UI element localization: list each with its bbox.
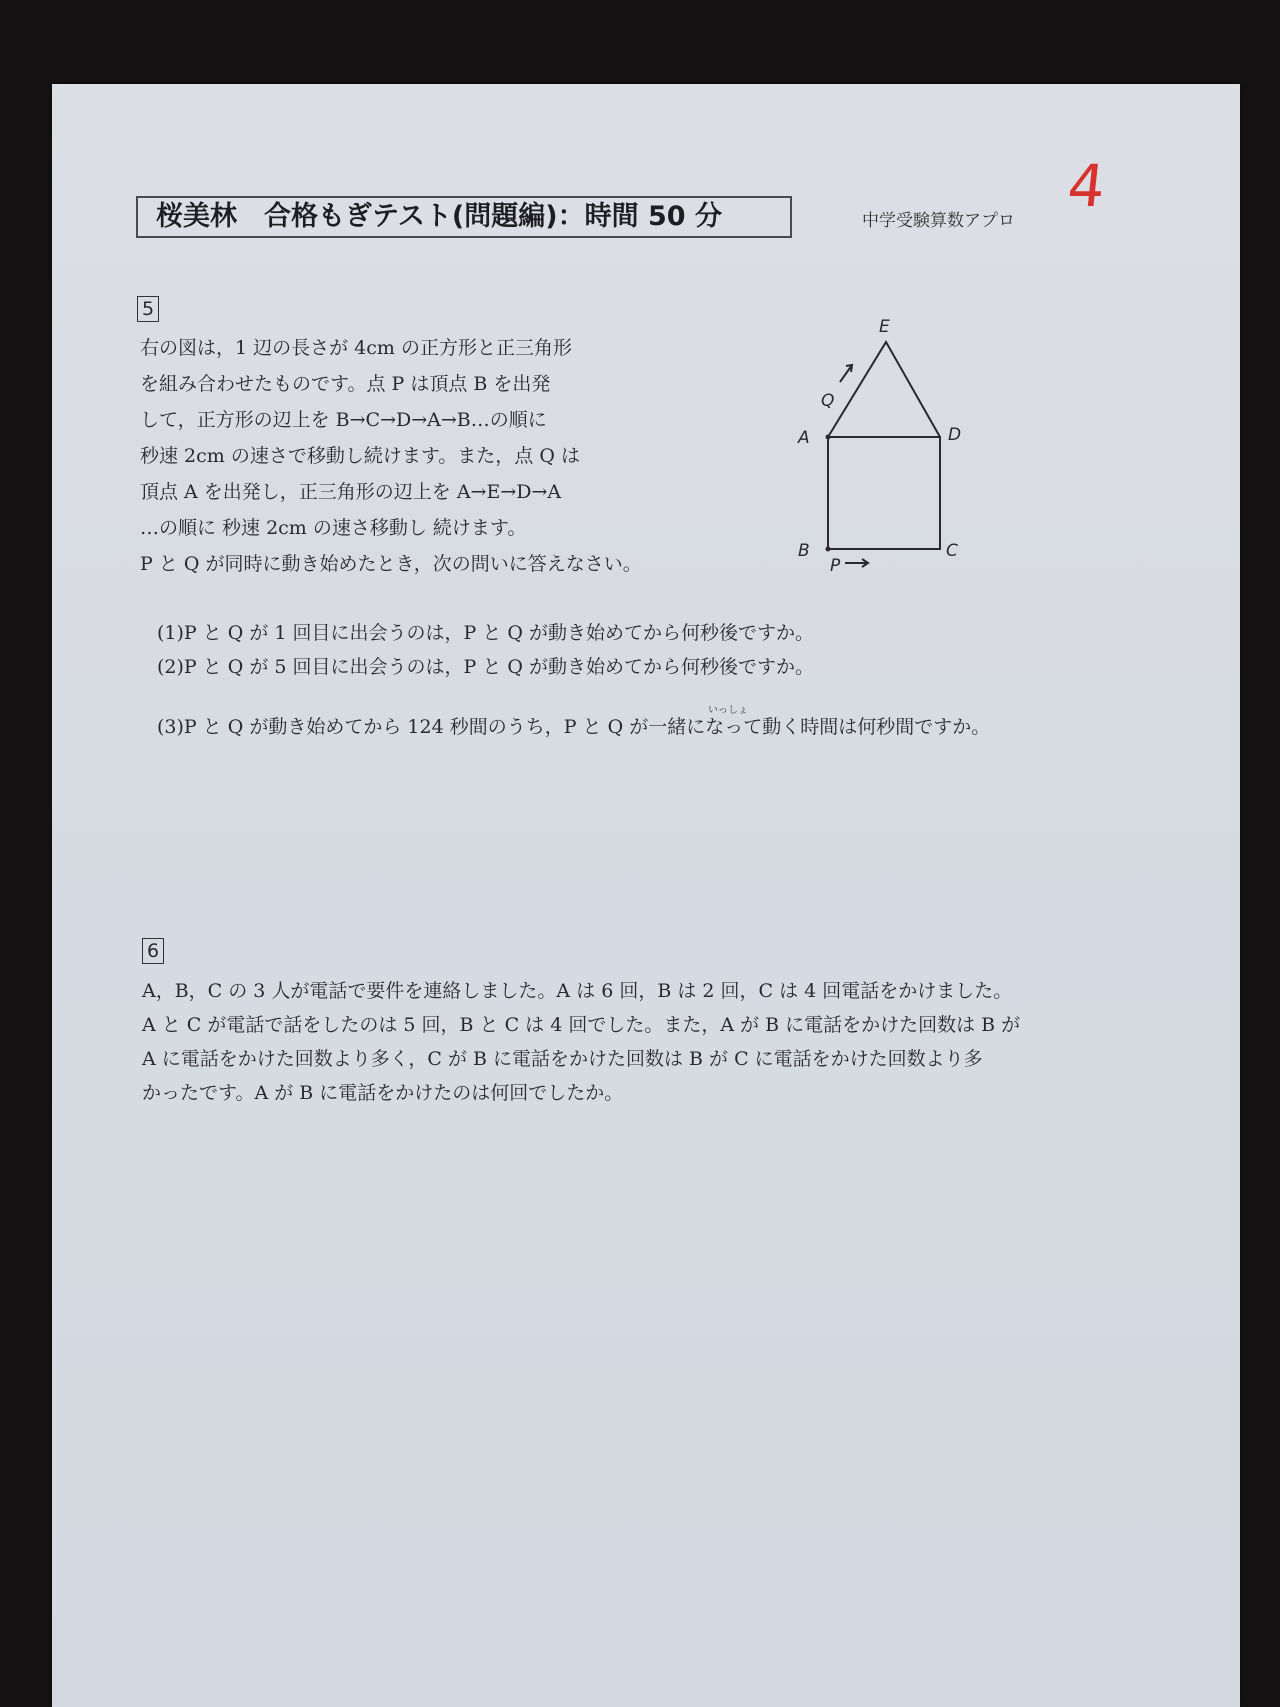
question-5-line: を組み合わせたものです。点 P は頂点 B を出発: [140, 373, 551, 395]
question-5-line: 頂点 A を出発し，正三角形の辺上を A→E→D→A: [140, 481, 562, 503]
question-6-line: A，B，C の 3 人が電話で要件を連絡しました。A は 6 回，B は 2 回，C は 4 回電話をかけました。: [142, 980, 1013, 1002]
sub-question-2: (2)P と Q が 5 回目に出会うのは，P と Q が動き始めてから何秒後ですか。: [157, 656, 815, 678]
question-6-line: A と C が電話で話をしたのは 5 回，B と C は 4 回でした。また，A が B に電話をかけた回数は B が: [142, 1014, 1021, 1036]
ruby-annotation: いっしょ: [708, 705, 748, 716]
question-5-number: 5: [137, 296, 159, 322]
question-5-body: [140, 330, 760, 582]
question-5-line: P と Q が同時に動き始めたとき，次の問いに答えなさい。: [140, 553, 642, 575]
question-5-line: 右の図は，1 辺の長さが 4cm の正方形と正三角形: [140, 337, 572, 359]
page-number: 4: [1064, 152, 1109, 220]
question-5-line: …の順に 秒速 2cm の速さ移動し 続けます。: [140, 517, 527, 539]
source-label: 中学受験算数アプロ: [862, 211, 1015, 231]
question-6-line: A に電話をかけた回数より多く，C が B に電話をかけた回数は B が C に電話をかけた回数より多: [142, 1048, 983, 1070]
label-c: C: [946, 541, 958, 561]
label-q: Q: [821, 391, 835, 411]
label-d: D: [948, 425, 962, 445]
question-5-line: 秒速 2cm の速さで移動し続けます。また，点 Q は: [140, 445, 580, 467]
square-edges: [828, 437, 940, 549]
question-6-line: かったです。A が B に電話をかけたのは何回でしたか。: [142, 1082, 624, 1104]
triangle-edges: [828, 342, 940, 437]
question-5-line: して，正方形の辺上を B→C→D→A→B…の順に: [140, 409, 547, 431]
test-title: 桜美林 合格もぎテスト(問題編)：時間 50 分: [136, 196, 792, 238]
label-p: P: [830, 556, 841, 576]
q-arrow: [840, 365, 852, 382]
sub-question-1: (1)P と Q が 1 回目に出会うのは，P と Q が動き始めてから何秒後ですか。: [157, 622, 815, 644]
question-6-body: [142, 974, 1020, 1110]
question-6-number: 6: [142, 938, 164, 964]
sub-question-3: (3)P と Q が動き始めてから 124 秒間のうち，P と Q が一緒になって動く時間は何秒間ですか。: [157, 716, 991, 738]
label-b: B: [798, 541, 810, 561]
label-a: A: [798, 428, 810, 448]
paper-sheet: [52, 84, 1240, 1707]
square-triangle-figure: [790, 310, 980, 580]
label-e: E: [879, 317, 890, 337]
